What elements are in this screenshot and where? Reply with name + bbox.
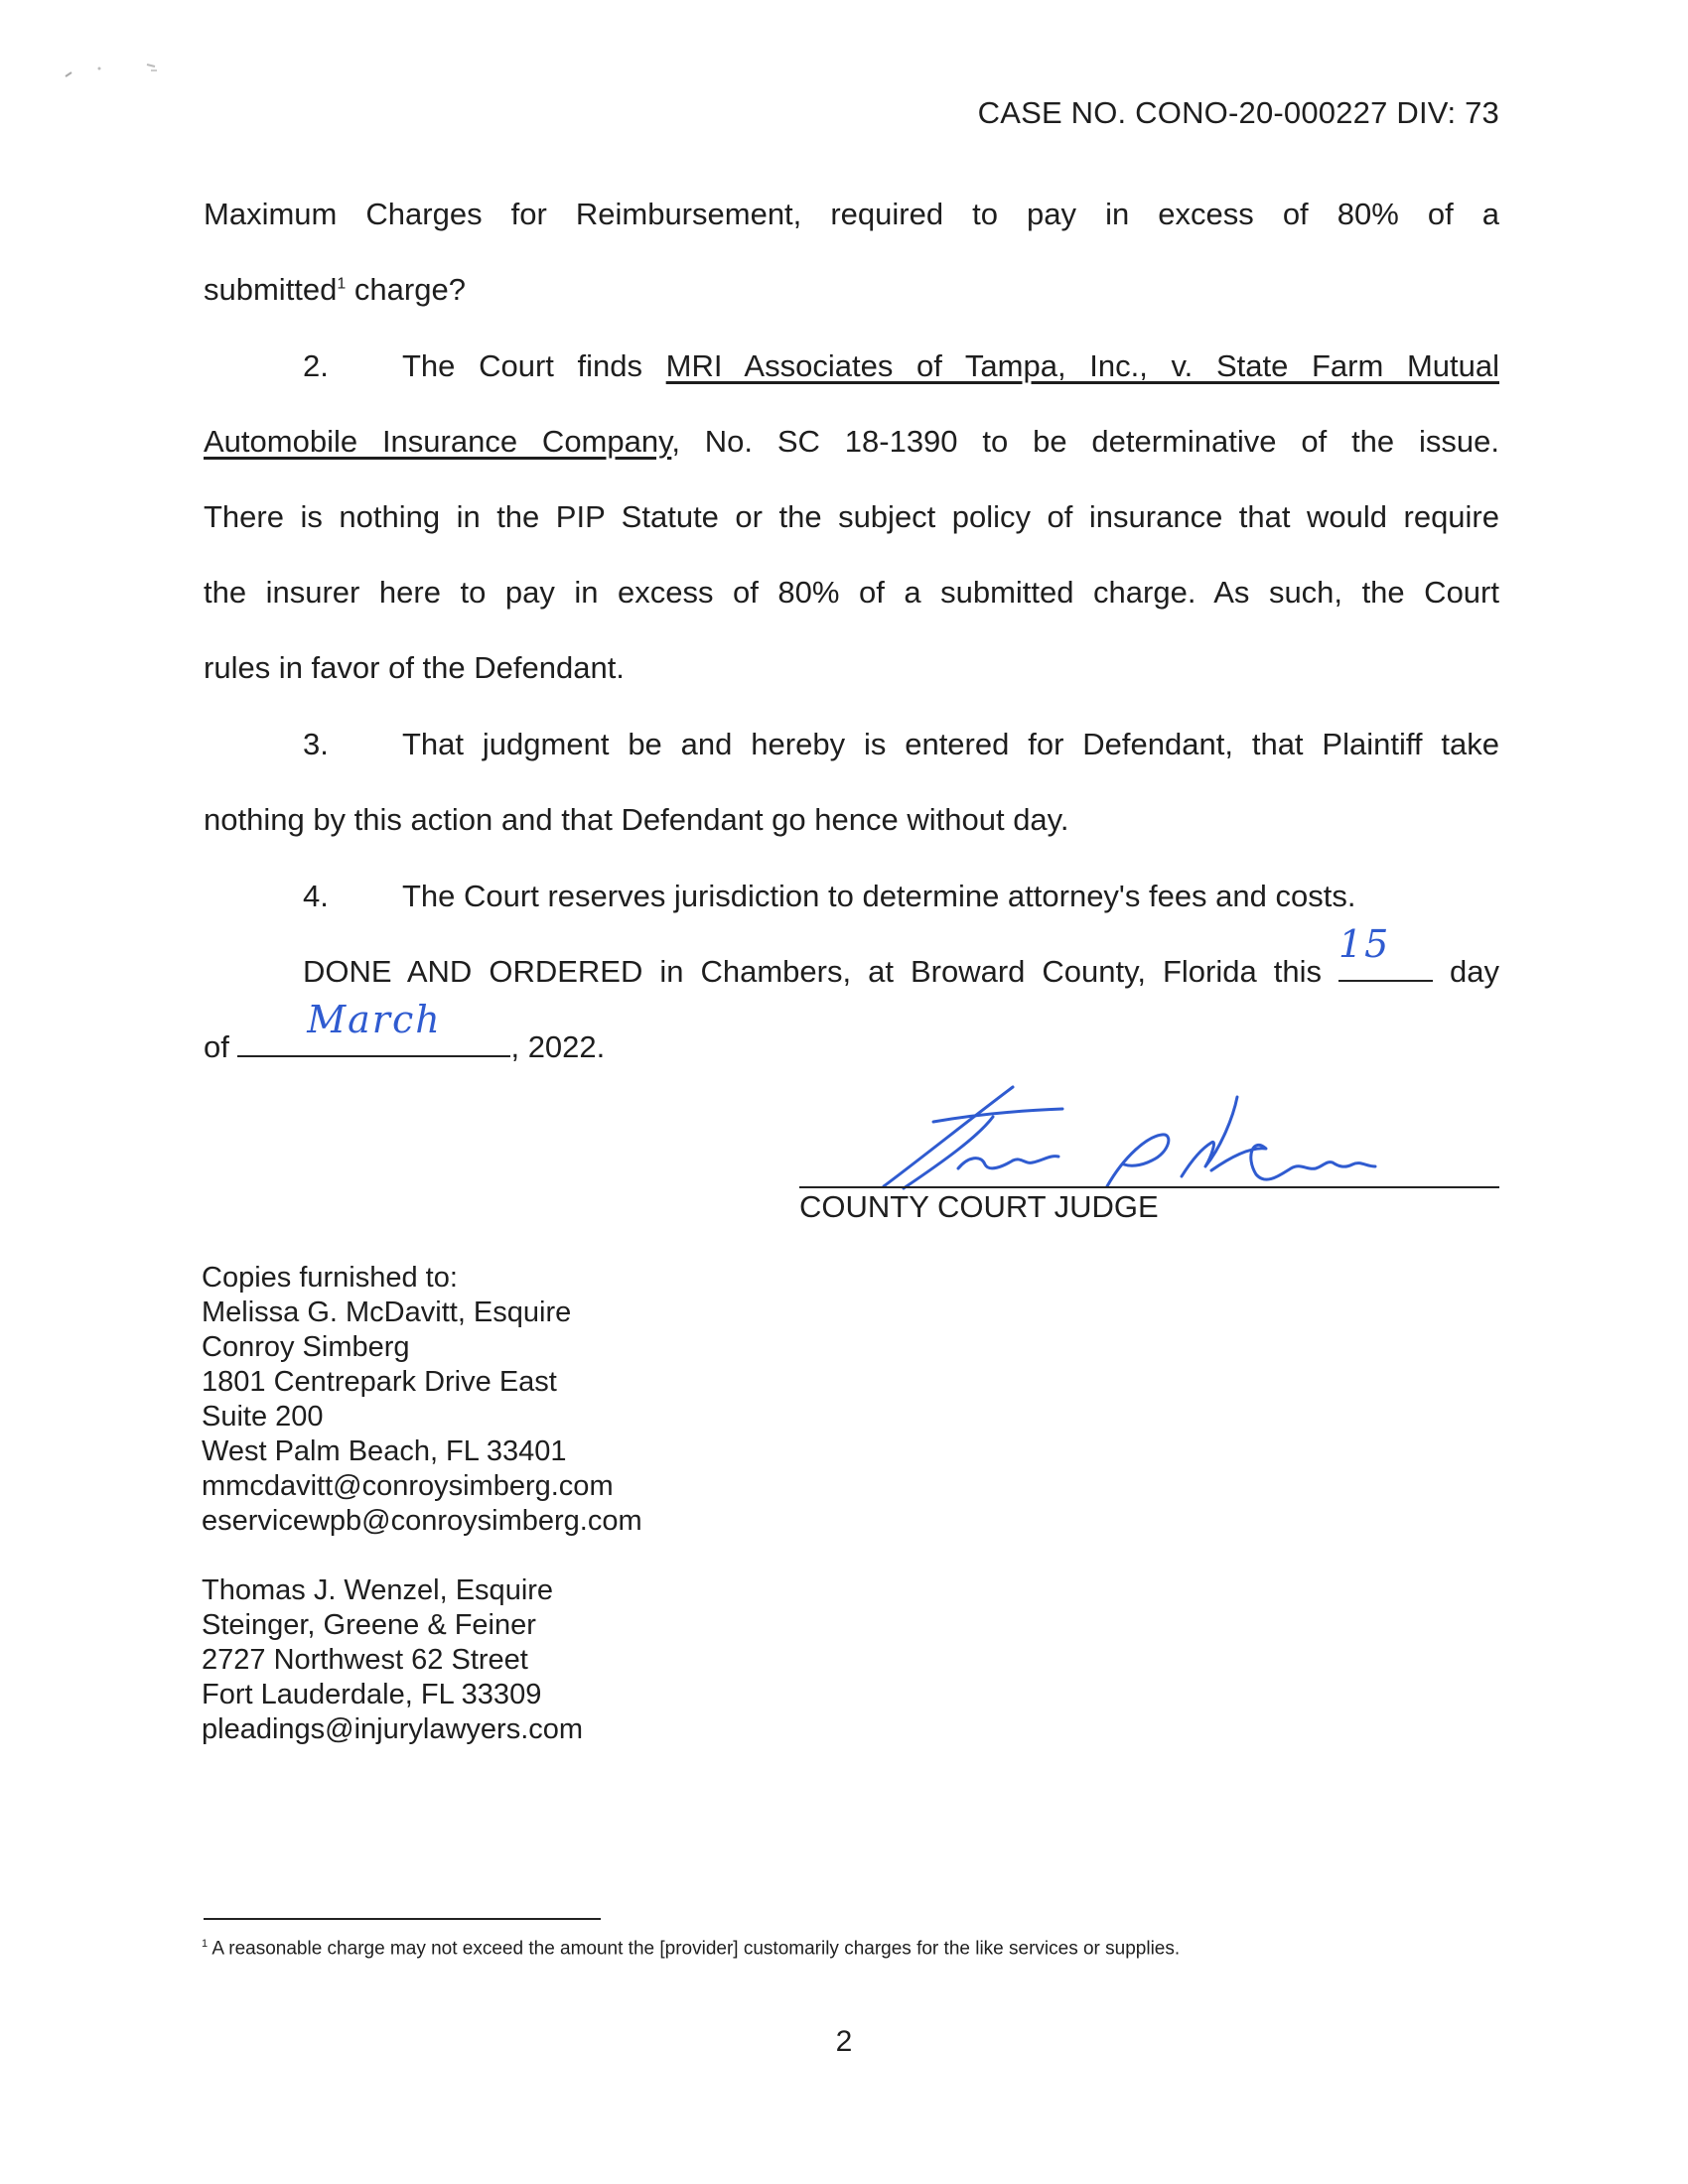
handwritten-month: March bbox=[307, 998, 442, 1041]
text-segment: DONE AND ORDERED in Chambers, at Broward County, Florida this bbox=[303, 954, 1338, 989]
footnote-marker: 1 bbox=[202, 1938, 209, 1950]
paragraph-4 bbox=[204, 859, 1499, 934]
signature-line bbox=[799, 1186, 1499, 1188]
paragraph-line: the insurer here to pay in excess of 80% of a submitted charge. As such, the Court bbox=[204, 575, 1499, 610]
paragraph-line bbox=[204, 252, 1499, 328]
footnote-reference: 1 bbox=[337, 275, 347, 293]
recipient-block bbox=[202, 1573, 642, 1747]
paragraph-number: 3. bbox=[303, 727, 329, 761]
recipient-line: Thomas J. Wenzel, Esquire bbox=[202, 1574, 554, 1606]
paragraph-3 bbox=[204, 707, 1499, 858]
paragraph-line: nothing by this action and that Defendant go hence without day. bbox=[204, 802, 1069, 837]
paragraph-line bbox=[204, 707, 1499, 782]
recipient-line: Suite 200 bbox=[202, 1401, 324, 1433]
paragraph-line bbox=[204, 859, 1499, 934]
recipient-line: West Palm Beach, FL 33401 bbox=[202, 1435, 567, 1467]
done-and-ordered bbox=[204, 922, 1499, 1085]
paragraph-line: Maximum Charges for Reimbursement, required to pay in excess of 80% of a bbox=[204, 197, 1499, 231]
text-segment: charge? bbox=[346, 272, 466, 307]
text-segment: of bbox=[204, 1029, 238, 1064]
recipient-email[interactable]: eservicewpb@conroysimberg.com bbox=[202, 1505, 642, 1537]
text-segment: , No. SC 18-1390 to be determinative of the issue. bbox=[671, 424, 1499, 459]
paragraph-number: 2. bbox=[303, 348, 329, 383]
footnote-text: A reasonable charge may not exceed the amount the [provider] customarily charges for the like services or supplies. bbox=[211, 1938, 1181, 1960]
recipient-block bbox=[202, 1296, 642, 1539]
signature-label: COUNTY COURT JUDGE bbox=[799, 1189, 1159, 1224]
text-segment: The Court finds bbox=[402, 348, 666, 383]
case-citation: MRI Associates of Tampa, Inc., v. State Farm Mutual bbox=[665, 348, 1499, 383]
recipient-line: Conroy Simberg bbox=[202, 1331, 410, 1363]
footnote bbox=[202, 1938, 1180, 1960]
text-segment: , 2022. bbox=[510, 1029, 606, 1064]
recipient-line: Steinger, Greene & Feiner bbox=[202, 1609, 536, 1641]
paragraph-line bbox=[204, 998, 1499, 1085]
paragraph-line bbox=[204, 404, 1499, 479]
month-blank bbox=[237, 998, 510, 1057]
recipient-line: Melissa G. McDavitt, Esquire bbox=[202, 1297, 572, 1328]
case-number-header: CASE NO. CONO-20-000227 DIV: 73 bbox=[977, 95, 1499, 130]
copies-furnished bbox=[202, 1261, 642, 1782]
case-citation: Automobile Insurance Company bbox=[204, 424, 672, 459]
paragraph-2 bbox=[204, 329, 1499, 706]
recipient-email[interactable]: mmcdavitt@conroysimberg.com bbox=[202, 1470, 614, 1502]
text-segment: That judgment be and hereby is entered for Defendant, that Plaintiff take bbox=[402, 727, 1499, 761]
recipient-line: Fort Lauderdale, FL 33309 bbox=[202, 1679, 542, 1710]
text-segment: submitted bbox=[204, 272, 338, 307]
day-blank bbox=[1337, 922, 1433, 982]
recipient-line: 1801 Centrepark Drive East bbox=[202, 1366, 557, 1398]
text-segment: day bbox=[1432, 954, 1499, 989]
paragraph-line bbox=[204, 329, 1499, 404]
handwritten-day: 15 bbox=[1337, 922, 1391, 966]
paragraph-number: 4. bbox=[303, 879, 329, 913]
copies-heading: Copies furnished to: bbox=[202, 1262, 458, 1294]
scan-specks bbox=[60, 55, 179, 84]
paragraph-line: There is nothing in the PIP Statute or the subject policy of insurance that would require bbox=[204, 499, 1499, 534]
paragraph-continuation bbox=[204, 177, 1499, 328]
recipient-email[interactable]: pleadings@injurylawyers.com bbox=[202, 1713, 584, 1745]
paragraph-line: rules in favor of the Defendant. bbox=[204, 650, 625, 685]
text-segment: The Court reserves jurisdiction to determine attorney's fees and costs. bbox=[402, 879, 1356, 913]
page-number: 2 bbox=[835, 2025, 853, 2058]
footnote-rule bbox=[204, 1918, 601, 1920]
recipient-line: 2727 Northwest 62 Street bbox=[202, 1644, 528, 1676]
